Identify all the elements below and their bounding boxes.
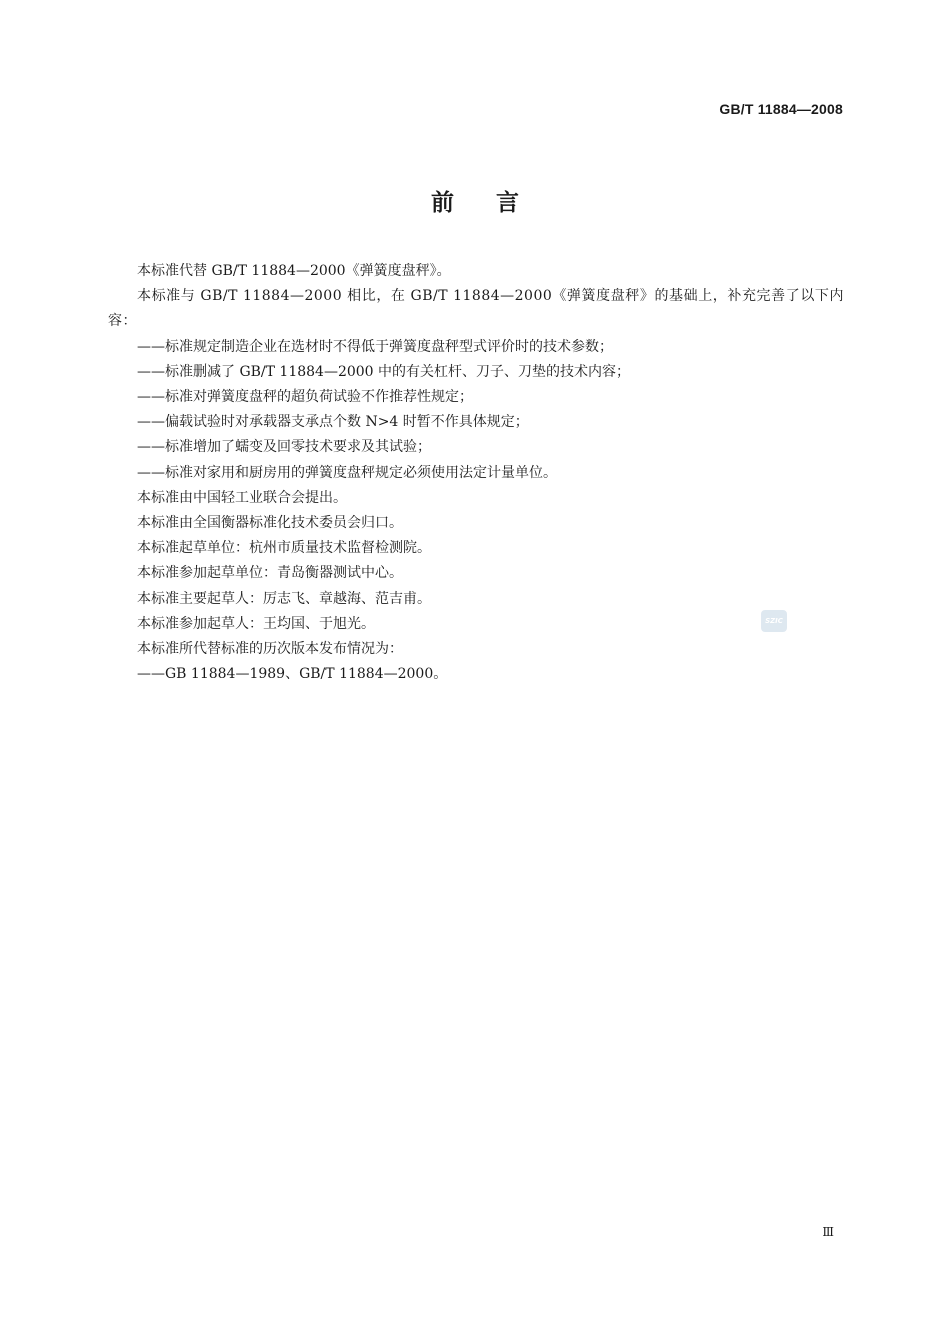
watermark-logo-icon: SZIC	[761, 610, 787, 632]
page-title: 前言	[431, 190, 561, 216]
paragraph-proposer: 本标准由中国轻工业联合会提出。	[137, 489, 347, 506]
paragraph-replacement: 本标准代替 GB/T 11884—2000《弹簧度盘秤》。	[137, 263, 451, 279]
list-item: ——GB 11884—1989、GB/T 11884—2000。	[137, 666, 448, 683]
list-item: ——标准规定制造企业在选材时不得低于弹簧度盘秤型式评价时的技术参数；	[137, 338, 613, 355]
list-item: ——标准增加了蠕变及回零技术要求及其试验；	[137, 439, 431, 456]
foreword-body	[108, 259, 844, 687]
paragraph-participating-unit: 本标准参加起草单位：青岛衡器测试中心。	[137, 565, 403, 582]
standard-code: GB/T 11884—2008	[719, 101, 843, 117]
paragraph-committee: 本标准由全国衡器标准化技术委员会归口。	[137, 515, 403, 532]
page-number: Ⅲ	[822, 1225, 834, 1239]
paragraph-drafting-unit: 本标准起草单位：杭州市质量技术监督检测院。	[137, 540, 431, 557]
paragraph-version-history: 本标准所代替标准的历次版本发布情况为：	[137, 641, 403, 658]
list-item: ——标准对家用和厨房用的弹簧度盘秤规定必须使用法定计量单位。	[137, 464, 557, 481]
paragraph-participating-drafters: 本标准参加起草人：王均国、于旭光。	[137, 615, 375, 632]
paragraph-main-drafters: 本标准主要起草人：厉志飞、章越海、范吉甫。	[137, 590, 431, 607]
list-item: ——偏载试验时对承载器支承点个数 N>4 时暂不作具体规定；	[137, 414, 529, 431]
list-item: ——标准对弹簧度盘秤的超负荷试验不作推荐性规定；	[137, 389, 473, 406]
paragraph-comparison: 本标准与 GB/T 11884—2000 相比，在 GB/T 11884—2000《弹簧度盘秤》的基础上，补充完善了以下内容：	[108, 288, 844, 330]
list-item: ——标准删减了 GB/T 11884—2000 中的有关杠杆、刀子、刀垫的技术内容；	[137, 363, 631, 380]
